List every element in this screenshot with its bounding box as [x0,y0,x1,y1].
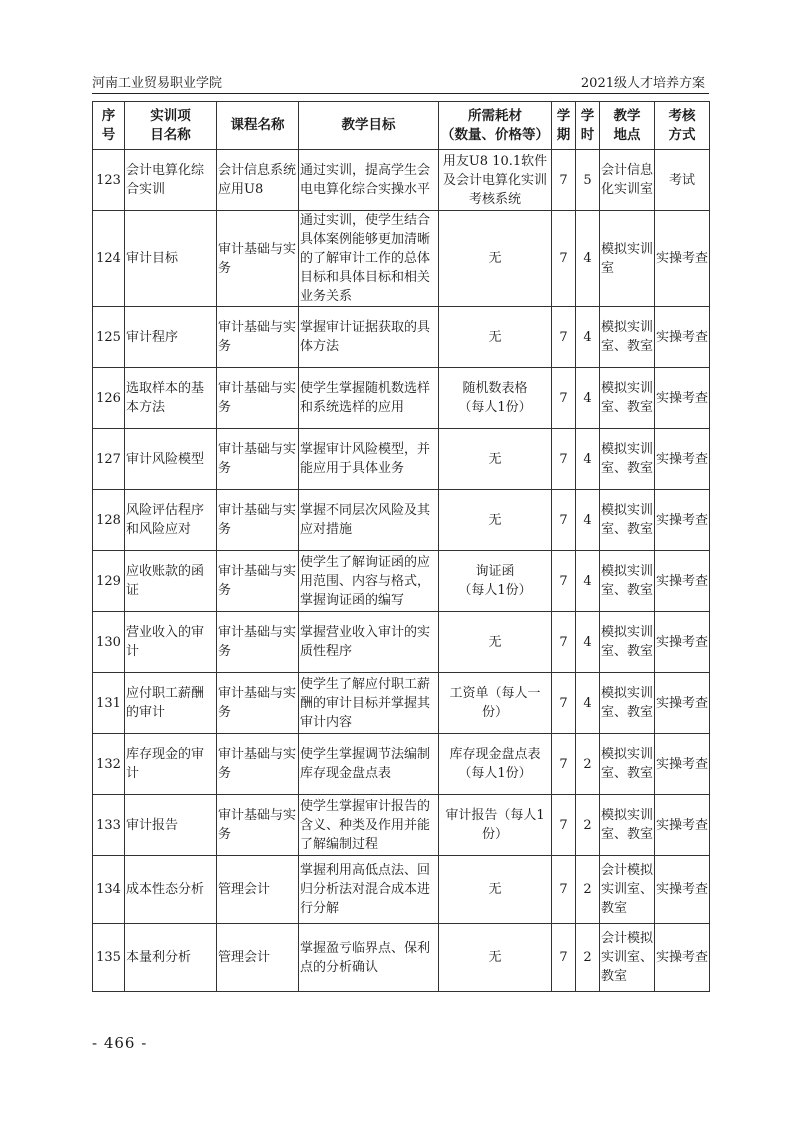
cell-term: 7 [552,924,576,992]
cell-course: 审计基础与实务 [217,429,299,490]
cell-hours: 2 [576,924,600,992]
cell-goal: 使学生了解询证函的应用范围、内容与格式，掌握询证函的编写 [299,551,439,612]
header-rule [92,93,709,94]
cell-course: 审计基础与实务 [217,368,299,429]
cell-assessment: 实操考查 [655,856,710,924]
cell-term: 7 [552,429,576,490]
table-row [93,673,710,734]
cell-materials: 询证函 （每人1份） [439,551,552,612]
cell-goal: 掌握营业收入审计的实质性程序 [299,612,439,673]
cell-term: 7 [552,307,576,368]
cell-hours: 4 [576,673,600,734]
cell-term: 7 [552,368,576,429]
cell-course: 审计基础与实务 [217,211,299,307]
cell-project: 会计电算化综合实训 [125,150,217,211]
table-body [93,150,710,992]
table-row [93,429,710,490]
cell-term: 7 [552,673,576,734]
cell-goal: 使学生掌握随机数选样和系统选样的应用 [299,368,439,429]
cell-assessment: 实操考查 [655,612,710,673]
cell-location: 模拟实训室、教室 [600,734,655,795]
cell-number: 132 [93,734,125,795]
cell-term: 7 [552,612,576,673]
cell-number: 125 [93,307,125,368]
cell-course: 审计基础与实务 [217,734,299,795]
cell-assessment: 实操考查 [655,924,710,992]
cell-number: 135 [93,924,125,992]
cell-number: 129 [93,551,125,612]
cell-course: 审计基础与实务 [217,795,299,856]
cell-goal: 掌握审计风险模型，并能应用于具体业务 [299,429,439,490]
col-header-assessment: 考核 方式 [655,102,710,150]
cell-goal: 掌握盈亏临界点、保利点的分析确认 [299,924,439,992]
cell-project: 风险评估程序和风险应对 [125,490,217,551]
cell-location: 模拟实训室、教室 [600,307,655,368]
cell-location: 模拟实训室、教室 [600,795,655,856]
cell-number: 123 [93,150,125,211]
cell-assessment: 实操考查 [655,734,710,795]
cell-location: 模拟实训室、教室 [600,429,655,490]
cell-materials: 无 [439,211,552,307]
table-row [93,490,710,551]
cell-term: 7 [552,211,576,307]
cell-materials: 无 [439,490,552,551]
cell-project: 应付职工薪酬的审计 [125,673,217,734]
cell-course: 管理会计 [217,856,299,924]
col-header-term: 学 期 [552,102,576,150]
cell-materials: 工资单（每人一份） [439,673,552,734]
cell-assessment: 实操考查 [655,429,710,490]
cell-hours: 4 [576,612,600,673]
cell-assessment: 实操考查 [655,211,710,307]
cell-project: 审计风险模型 [125,429,217,490]
col-header-course: 课程名称 [217,102,299,150]
cell-materials: 无 [439,856,552,924]
col-header-materials: 所需耗材 （数量、价格等） [439,102,552,150]
cell-project: 本量利分析 [125,924,217,992]
col-header-location: 教学 地点 [600,102,655,150]
cell-course: 审计基础与实务 [217,673,299,734]
col-header-project: 实训项 目名称 [125,102,217,150]
cell-assessment: 考试 [655,150,710,211]
cell-location: 会计模拟实训室、教室 [600,856,655,924]
table-row [93,150,710,211]
cell-goal: 使学生了解应付职工薪酬的审计目标并掌握其审计内容 [299,673,439,734]
cell-course: 审计基础与实务 [217,612,299,673]
table-row [93,856,710,924]
cell-number: 127 [93,429,125,490]
cell-project: 成本性态分析 [125,856,217,924]
cell-goal: 使学生掌握调节法编制库存现金盘点表 [299,734,439,795]
cell-goal: 通过实训，使学生结合具体案例能够更加清晰的了解审计工作的总体目标和具体目标和相关业务关系 [299,211,439,307]
cell-number: 130 [93,612,125,673]
cell-hours: 4 [576,551,600,612]
cell-goal: 掌握利用高低点法、回归分析法对混合成本进行分解 [299,856,439,924]
cell-course: 审计基础与实务 [217,490,299,551]
col-header-goal: 教学目标 [299,102,439,150]
cell-assessment: 实操考查 [655,795,710,856]
cell-project: 应收账款的函证 [125,551,217,612]
cell-project: 库存现金的审计 [125,734,217,795]
cell-goal: 掌握不同层次风险及其应对措施 [299,490,439,551]
cell-assessment: 实操考查 [655,551,710,612]
cell-location: 会计信息化实训室 [600,150,655,211]
cell-number: 134 [93,856,125,924]
cell-assessment: 实操考查 [655,673,710,734]
cell-project: 审计目标 [125,211,217,307]
training-projects-table [92,101,710,992]
cell-materials: 随机数表格 （每人1份） [439,368,552,429]
header-document-title: 2021级人才培养方案 [580,76,705,91]
col-header-number: 序 号 [93,102,125,150]
cell-hours: 4 [576,368,600,429]
cell-course: 会计信息系统应用U8 [217,150,299,211]
cell-goal: 掌握审计证据获取的具体方法 [299,307,439,368]
col-header-hours: 学 时 [576,102,600,150]
cell-hours: 2 [576,856,600,924]
cell-materials: 无 [439,429,552,490]
cell-project: 审计程序 [125,307,217,368]
cell-materials: 无 [439,307,552,368]
cell-location: 会计模拟实训室、教室 [600,924,655,992]
cell-number: 128 [93,490,125,551]
table-row [93,307,710,368]
cell-term: 7 [552,795,576,856]
cell-materials: 用友U8 10.1软件及会计电算化实训考核系统 [439,150,552,211]
cell-materials: 无 [439,924,552,992]
cell-project: 选取样本的基本方法 [125,368,217,429]
cell-hours: 4 [576,490,600,551]
cell-hours: 4 [576,429,600,490]
cell-term: 7 [552,734,576,795]
cell-hours: 5 [576,150,600,211]
table-row [93,795,710,856]
cell-location: 模拟实训室、教室 [600,612,655,673]
cell-course: 审计基础与实务 [217,551,299,612]
cell-number: 124 [93,211,125,307]
cell-assessment: 实操考查 [655,368,710,429]
cell-location: 模拟实训室、教室 [600,490,655,551]
cell-location: 模拟实训室、教室 [600,551,655,612]
cell-project: 营业收入的审计 [125,612,217,673]
table-row [93,734,710,795]
table-row [93,612,710,673]
cell-hours: 4 [576,211,600,307]
table-row [93,211,710,307]
cell-term: 7 [552,856,576,924]
cell-goal: 通过实训，提高学生会电电算化综合实操水平 [299,150,439,211]
cell-project: 审计报告 [125,795,217,856]
cell-number: 126 [93,368,125,429]
table-row [93,551,710,612]
page-number: - 466 - [92,1034,148,1052]
cell-goal: 使学生掌握审计报告的含义、种类及作用并能了解编制过程 [299,795,439,856]
cell-course: 管理会计 [217,924,299,992]
cell-location: 模拟实训室、教室 [600,368,655,429]
cell-course: 审计基础与实务 [217,307,299,368]
cell-materials: 审计报告（每人1份） [439,795,552,856]
cell-number: 131 [93,673,125,734]
cell-hours: 2 [576,734,600,795]
cell-assessment: 实操考查 [655,307,710,368]
cell-materials: 库存现金盘点表 （每人1份） [439,734,552,795]
cell-hours: 2 [576,795,600,856]
cell-location: 模拟实训室、教室 [600,673,655,734]
table-header-row [93,102,710,150]
table-row [93,368,710,429]
cell-term: 7 [552,551,576,612]
cell-hours: 4 [576,307,600,368]
cell-location: 模拟实训室 [600,211,655,307]
header-school-name: 河南工业贸易职业学院 [92,76,223,91]
cell-term: 7 [552,150,576,211]
cell-materials: 无 [439,612,552,673]
table-row [93,924,710,992]
cell-assessment: 实操考查 [655,490,710,551]
cell-term: 7 [552,490,576,551]
cell-number: 133 [93,795,125,856]
